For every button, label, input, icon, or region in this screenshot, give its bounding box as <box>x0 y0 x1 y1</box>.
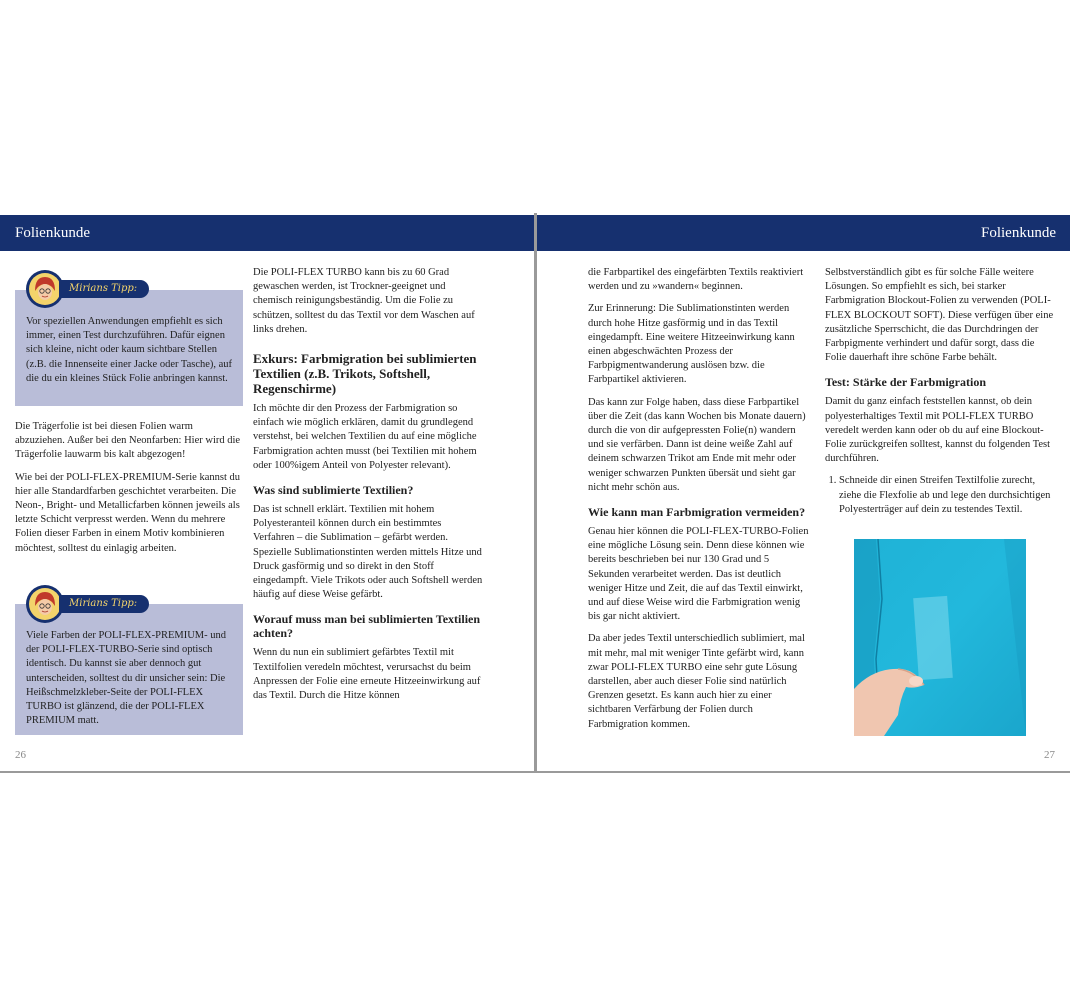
right-col1-text <box>588 266 813 740</box>
page-number-left: 26 <box>15 749 26 761</box>
bottom-edge <box>0 771 1070 773</box>
book-spread <box>0 213 1070 773</box>
left-header-bar <box>0 215 534 251</box>
vermeiden-heading: Wie kann man Farbmigration vermeiden? <box>588 505 806 520</box>
textile-photo <box>854 539 1026 736</box>
paragraph: Da aber jedes Textil unterschiedlich sublimiert, mal mit mehr, mal mit weniger Tinte gefärbt wird, kann zwar POLI-FLEX TURBO eine sehr gute Lösung darstellen, aber auch dieser Folie sind natürlich Grenzen gesetzt. Es kann auch hier zu einer sichtbaren Verfärbung der Folien durch Farbmigration kommen. <box>588 633 805 730</box>
left-page <box>0 213 534 771</box>
tip-label-1: Mirians Tipp: <box>59 280 149 298</box>
left-col2-text <box>253 266 485 711</box>
right-header-title: Folienkunde <box>981 225 1056 241</box>
paragraph: Die Trägerfolie ist bei diesen Folien warm abzuziehen. Außer bei den Neonfarben: Hier wird die Trägerfolie lauwarm bis kalt abgezogen! <box>15 421 241 461</box>
tip-header-1 <box>25 269 149 309</box>
page-number-right: 27 <box>1044 749 1055 761</box>
paragraph: Genau hier können die POLI-FLEX-TURBO-Folien eine mögliche Lösung sein. Denn diese können wie bereits beschrieben bei nur 130 Grad und 5 Sekunden verarbeitet werden. Das ist deutlich weniger Hitze und Zeit, die auf das Textil einwirkt, und auf diese Weise wird die Farbmigration wenig bis gar nicht aktiviert. <box>588 526 809 623</box>
paragraph: Wenn du nun ein sublimiert gefärbtes Textil mit Textilfolien veredeln möchtest, verursachst du beim Anpressen der Folie eine erneute Hitzeeinwirkung auf das Textil. Durch die Hitze können <box>253 647 481 702</box>
paragraph: Zur Erinnerung: Die Sublimationstinten werden durch hohe Hitze gasförmig und in das Textil eingedampft. Eine weitere Hitzeeinwirkung kann einen abgeschwächten Prozess der Farbpigmentwanderung auslösen bzw. die Farbpartikel aktivieren. <box>588 303 795 386</box>
paragraph: Damit du ganz einfach feststellen kannst, ob dein polyesterhaltiges Textil mit POLI-FLEX TURBO veredelt werden kann oder ob du auf eine Blockout-Folie zurückgreifen solltest, kannst du folgenden Test durchführen. <box>825 396 1051 465</box>
sublimiert-heading: Was sind sublimierte Textilien? <box>253 483 414 498</box>
tip-label-2: Mirians Tipp: <box>59 595 149 613</box>
paragraph: Die POLI-FLEX TURBO kann bis zu 60 Grad gewaschen werden, ist Trockner-geeignet und chemisch reinigungsbeständig. Um die Folie zu schützen, solltest du das Textil vor dem Waschen auf links drehen. <box>253 267 475 335</box>
paragraph: Das ist schnell erklärt. Textilien mit hohem Polyesteranteil können durch ein bestimmtes Verfahren – die Sublimation – gefärbt werden. Spezielle Sublimationstinten werden mittels Hitze und Druck gasförmig und so direkt in den Stoff eingedampft. Viele Trikots oder auch Softshell werden häufig auf diese Weise gefärbt. <box>253 504 483 601</box>
achten-heading: Worauf muss man bei sublimierten Textilien achten? <box>253 612 481 641</box>
steps-list <box>825 474 1055 517</box>
tip-text-2: Viele Farben der POLI-FLEX-PREMIUM- und der POLI-FLEX-TURBO-Serie sind optisch identisch. Du kannst sie aber dennoch gut unterscheiden, solltest du dir unsicher sein: Die Heißschmelzkleber-Seite der POLI-FLEX TURBO ist glänzend, die der POLI-FLEX PREMIUM matt. <box>26 630 227 727</box>
right-col2-text <box>825 266 1055 517</box>
left-header-title: Folienkunde <box>15 225 90 241</box>
paragraph: Selbstverständlich gibt es für solche Fälle weitere Lösungen. So empfiehlt es sich, bei starker Farbmigration Blockout-Folien zu verwenden (POLI-FLEX BLOCKOUT SOFT). Diese verfügen über eine zusätzliche Sperrschicht, die das Durchdringen der Farbpigmente verhindert und dafür sorgt, dass die Folie dauerhaft ihre schöne Farbe behält. <box>825 267 1054 364</box>
right-header-bar <box>537 215 1070 251</box>
tip-text-1: Vor speziellen Anwendungen empfiehlt es sich immer, einen Test durchzuführen. Dafür eignen sich kleine, nicht oder kaum sichtbare Stellen (z.B. die Innenseite einer Jacke oder Tasche), auf die du ein kleines Stück Folie anbringen kannst. <box>26 316 233 384</box>
right-page <box>537 213 1070 771</box>
paragraph: Ich möchte dir den Prozess der Farbmigration so einfach wie möglich erklären, damit du grundlegend verstehst, bei welchen Textilien du auf eine mögliche Farbmigration achten musst (bei Textilien mit hohem oder 100%igem Anteil von Polyester relevant). <box>253 403 477 471</box>
paragraph: Wie bei der POLI-FLEX-PREMIUM-Serie kannst du hier alle Standardfarben geschichtet verarbeiten. Die Neon-, Bright- und Metallicfarben können jeweils als letzte Schicht verpresst werden. Wenn du mehrere Folien dieser Farben in einem Motiv kombinieren möchtest, solltest du einlagig arbeiten. <box>15 471 240 554</box>
paragraph: die Farbpartikel des eingefärbten Textils reaktiviert werden und zu »wandern« beginnen. <box>588 267 804 293</box>
left-col1-text <box>15 420 243 564</box>
exkurs-heading: Exkurs: Farbmigration bei sublimierten Textilien (z.B. Trikots, Softshell, Regenschirme) <box>253 351 477 397</box>
tip-header-2 <box>25 584 149 624</box>
paragraph: Das kann zur Folge haben, dass diese Farbpartikel über die Zeit (das kann Wochen bis Monate dauern) durch die von dir aufgepressten Folie(n) wandern und sie verfärben. Dann ist deine weiße Zahl auf deinem schwarzen Trikot am Ende mit mehr oder weniger schwarzen Punkten übersät und sieht gar nicht mehr schön aus. <box>588 396 806 493</box>
test-heading: Test: Stärke der Farbmigration <box>825 375 986 390</box>
list-item: 1. Schneide dir einen Streifen Textilfolie zurecht, ziehe die Flexfolie ab und lege den durchsichtigen Polyesterträger auf dein zu testendes Textil. <box>839 474 1055 517</box>
